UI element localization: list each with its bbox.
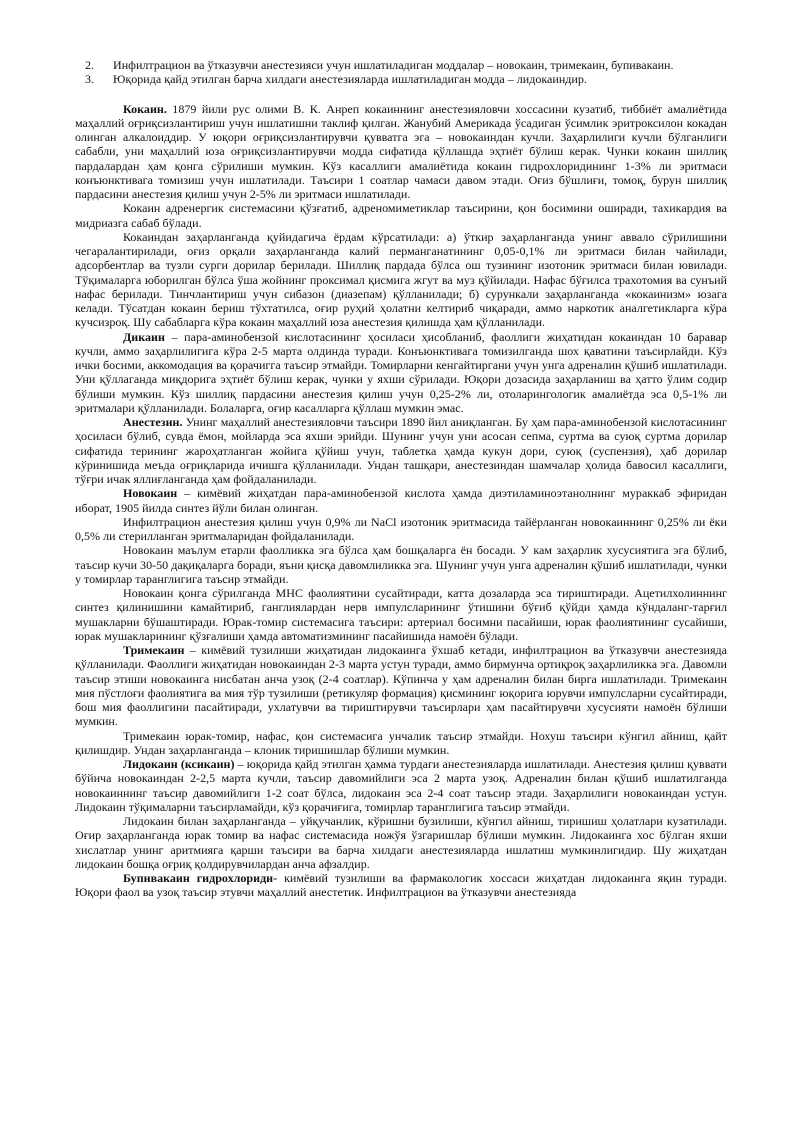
paragraph-trimecaine [75,643,727,729]
paragraph [75,515,727,544]
document-page [75,58,727,900]
paragraph-lidocaine [75,757,727,814]
term-novocaine: Новокаин [123,486,178,501]
term-trimecaine: Тримекаин [123,643,185,657]
paragraph [75,543,727,586]
paragraph-anestezin [75,415,727,486]
paragraph-novocaine [75,486,727,515]
term-bupivacaine: Бупивакаин гидрохлориди- [123,871,278,885]
paragraph-text: – кимёвий жиҳатдан пара-аминобензой кислота ҳамда диэтиламиноэтанолнинг мураккаб эфиридан иборат, 1905 йилда синтез йўли билан олинган. [75,486,727,515]
paragraph [75,201,727,230]
paragraph-text: 1879 йили рус олими В. К. Анреп кокаиннинг анестезияловчи хоссасини кузатиб, тиббиёт амалиётида маҳаллий оғриқсизлантириш учун ишлатишни таклиф қилган. Жанубий Америкада ўсадиган ўсимлик эритроксилон кокадан олинган алкалоиддир. У юқори оғриқсизлантирувчи қувватга эга – новокаиндан кучли. Заҳарлилиги кучли бўлганлиги сабабли, уни маҳаллий юза оғриқсизлантирувчи модда сифатида қўллашда эҳтиёт бўлиш керак. Чунки кокаин шиллиқ пардалардан ҳам қонга сўрилиши мумкин. Кўз касаллиги амалиётида кокаин гидрохлоридининг 1-3% ли эритмаси конъюнктивага томизиш учун ишлатилади. Таъсири 1 соатлар чамаси давом этади. Оғиз бўшлиғи, томоқ, бурун шиллиқ пардасини анестезия қилиш учун 2-5% ли эритмаси ишлатилади. [75,101,727,201]
paragraph-text: Кокаин адренергик системасини қўзғатиб, адреномиметиклар таъсирини, қон босимини оширади, тахикардия ва мидриазга сабаб бўлади. [75,201,727,230]
term-cocaine: Кокаин. [123,101,167,116]
list-item [75,72,727,86]
paragraph-text: Тримекаин юрак-томир, нафас, қон системасига унчалик таъсир этмайди. Нохуш таъсири кўнгил айниш, қайт қилишдир. Ундан заҳарланганда – клоник тиришишлар бўлиши мумкин. [75,728,727,757]
paragraph [75,230,727,330]
numbered-list [75,58,727,87]
list-number: 2. [85,58,95,72]
term-anestezin: Анестезин. [123,415,183,429]
paragraph-text: – юқорида қайд этилган ҳамма турдаги анестезияларда ишлатилади. Анестезия қилиш қуввати бўйича новокаиндан 2-2,5 марта кучли, таъсир давомийлиги эса 2 марта узоқ. Адреналин билан қўшиб ишлатилганда новокаиннинг таъсир давомийлиги 1-2 соат бўлса, лидокаин эса 2-4 соат таъсир этади. Заҳарлилиги новокаиндан устун. Лидокаин тўқималарни таъсирламайди, кўз қорачиғига, томирлар таранглигига таъсир этмайди. [75,757,727,814]
paragraph [75,586,727,643]
paragraph-text: кимёвий тузилиши ва фармакологик хоссаси жиҳатдан лидокаинга яқин туради. Юқори фаол ва узоқ таъсир этувчи маҳаллий анестетик. Инфилтрацион ва ўтказувчи анестезияда [75,871,727,900]
paragraph-bupivacaine [75,871,727,900]
paragraph-text: Кокаиндан заҳарланганда қуйидагича ёрдам кўрсатилади: а) ўткир заҳарланганда унинг аввало сўрилишини чегаралантирилади, оғиз орқали заҳарланганда калий перманганатининг 0,05-0,1% ли эритмаси билан чайилади, адсорбентлар ва тузли сурги дорилар берилади. Шиллиқ пардада бўлса ош тузининг изотоник эритмаси билан ювилади. Тўқималарга юборилган бўлса ўша жойнинг проксимал қисмига жгут ва муз қўйилади. Нафас бўғилса трахотомия ва сунъий нафас берилади. Тинчлантириш учун сибазон (диазепам) қўлланилади; б) сурункали заҳарланганда «кокаинизм» юзага келади. Тўсатдан кокаин бериш тўхтатилса, оғир руҳий ҳолатни келтириб чиқаради, аммо наркотик аналгетикларга кўра кучсизроқ. Шу сабабларга кўра кокаин маҳаллий юза анестезия қилишда ҳам қўлланилади. [75,229,727,330]
paragraph [75,729,727,758]
list-text: Юқорида қайд этилган барча хилдаги анестезияларда ишлатиладиган модда – лидокаиндир. [113,72,587,87]
paragraph-text: Лидокаин билан заҳарланганда – уйқучанлик, кўришни бузилиши, кўнгил айниш, тиришиш ҳолатлари кузатилади. Оғир заҳарланганда юрак томир ва нафас системасида ножўя ўзгаришлар бўлиши мумкин. Лидокаинга хос бўлган яхши хислатлар унинг аритмияга қарши таъсири ва барча хилдаги анестезияларда ишлатиш мумкинлигидир. Шу жиҳатдан лидокаин бошқа оғриқ қолдирувчилардан анча афзалдир. [75,814,727,871]
list-number: 3. [85,72,95,87]
paragraph [75,814,727,871]
paragraph-text: – пара-аминобензой кислотасининг ҳосиласи ҳисобланиб, фаоллиги жиҳатидан кокаиндан 10 баравар кучли, аммо заҳарлилигига кўра 2-5 марта олдинда туради. Конъюнктивага томизилганда шох қаватини таъсирлайди. Кўз ички босими, аккомодация ва қорачигга таъсир этмайди. Томирларни кенгайтиргани учун унга адреналин қўшиб ишлатилади. Уни қўллаганда миқдорига эҳтиёт бўлиш керак, чунки у яхши сўрилади. Юқори дозасида заҳарланиш ва ҳатто ўлим содир бўлиши мумкин. Кўз шиллиқ пардасини анестезия қилиш учун 0,25-2% ли, отоларингологик амалиётда эса 0,5-1% ли эритмалари қўлланилади. Болаларга, оғир касалларга қўллаш мумкин эмас. [75,329,727,415]
term-dicaine: Дикаин [123,329,165,344]
paragraph-text: Инфилтрацион анестезия қилиш учун 0,9% ли NaCl изотоник эритмасида тайёрланган новокаиннинг 0,25% ли ёки 0,5% ли стерилланган эритмаларидан фойдаланилади. [75,514,727,543]
paragraph-text: Новокаин қонга сўрилганда МНС фаолиятини сусайтиради, катта дозаларда эса тириштиради. Ацетилхолиннинг синтез қилинишини камайтириб, ганглиялардан нерв импулсларининг ўтишини бўғиб қўйди ҳамда кўндаланг-тарғил мушакларни бўшаштиради. Юрак-томир системасига таъсири: артериал босимни пасайиши, юрак фаолиятининг сусайиши, юрак мушакларининг қўзғалиши ҳамда автоматизмининг пасайишида намоён бўлади. [75,586,727,643]
paragraph-text: Новокаин маълум етарли фаолликка эга бўлса ҳам бошқаларга ён босади. У кам заҳарлик хусусиятига эга бўлиб, таъсир кучи 30-50 дақиқаларга боради, яъни қисқа давомлиликка эга. Шунинг учун унга адреналин қўшиб ишлатилади, чунки у томирлар таранглигига таъсир этмайди. [75,543,727,586]
list-text: Инфилтрацион ва ўтказувчи анестезияси учун ишлатиладиган моддалар – новокаин, тримекаин, бупивакаин. [113,58,674,72]
list-item [75,58,727,72]
paragraph-text: – кимёвий тузилиши жиҳатидан лидокаинга ўхшаб кетади, инфилтрацион ва ўтказувчи анестезияда қўлланилади. Фаоллиги жиҳатидан новокаиндан 2-3 марта устун туради, аммо бирмунча ортиқроқ заҳарлиликка эга. Давомли таъсир этиши новокаинга нисбатан анча узоқ (2-4 соатлар). Кўпинча у ҳам адреналин билан бирга ишлатилади. Тримекаин мия пўстлоғи фаолиятига ва мия тўр тузилиши (ретикуляр формация) қисмининг юқорига юрувчи импулсларни сусайтиради, бош мия фаоллигини пасайтиради, ухлатувчи ва тириштирувчи таъсирлари ҳам пасайтирувчи хусусияти намоён бўлиши мумкин. [75,643,727,729]
paragraph-cocaine [75,102,727,202]
term-lidocaine: Лидокаин (ксикаин) [123,757,235,771]
paragraph-dicaine [75,330,727,416]
paragraph-text: Унинг маҳаллий анестезияловчи таъсири 1890 йил аниқланган. Бу ҳам пара-аминобензой кислотасининг ҳосиласи бўлиб, сувда ёмон, мойларда эса яхши эрийди. Шунинг учун уни асосан сепма, суртма ва суюқ суртма дорилар сифатида терининг жароҳатланган жойига қўйиш учун, таблетка ҳамда кукун дори, суюқ (суспензия), ҳаб дорилар кўринишида меъда оғриқларида ичишга қўлланилади. Ундан ташқари, анестезиндан шамчалар ҳолида бавосил касаллиги, тўғри ичак яллиғланганда ҳам фойдаланилади. [75,415,727,486]
